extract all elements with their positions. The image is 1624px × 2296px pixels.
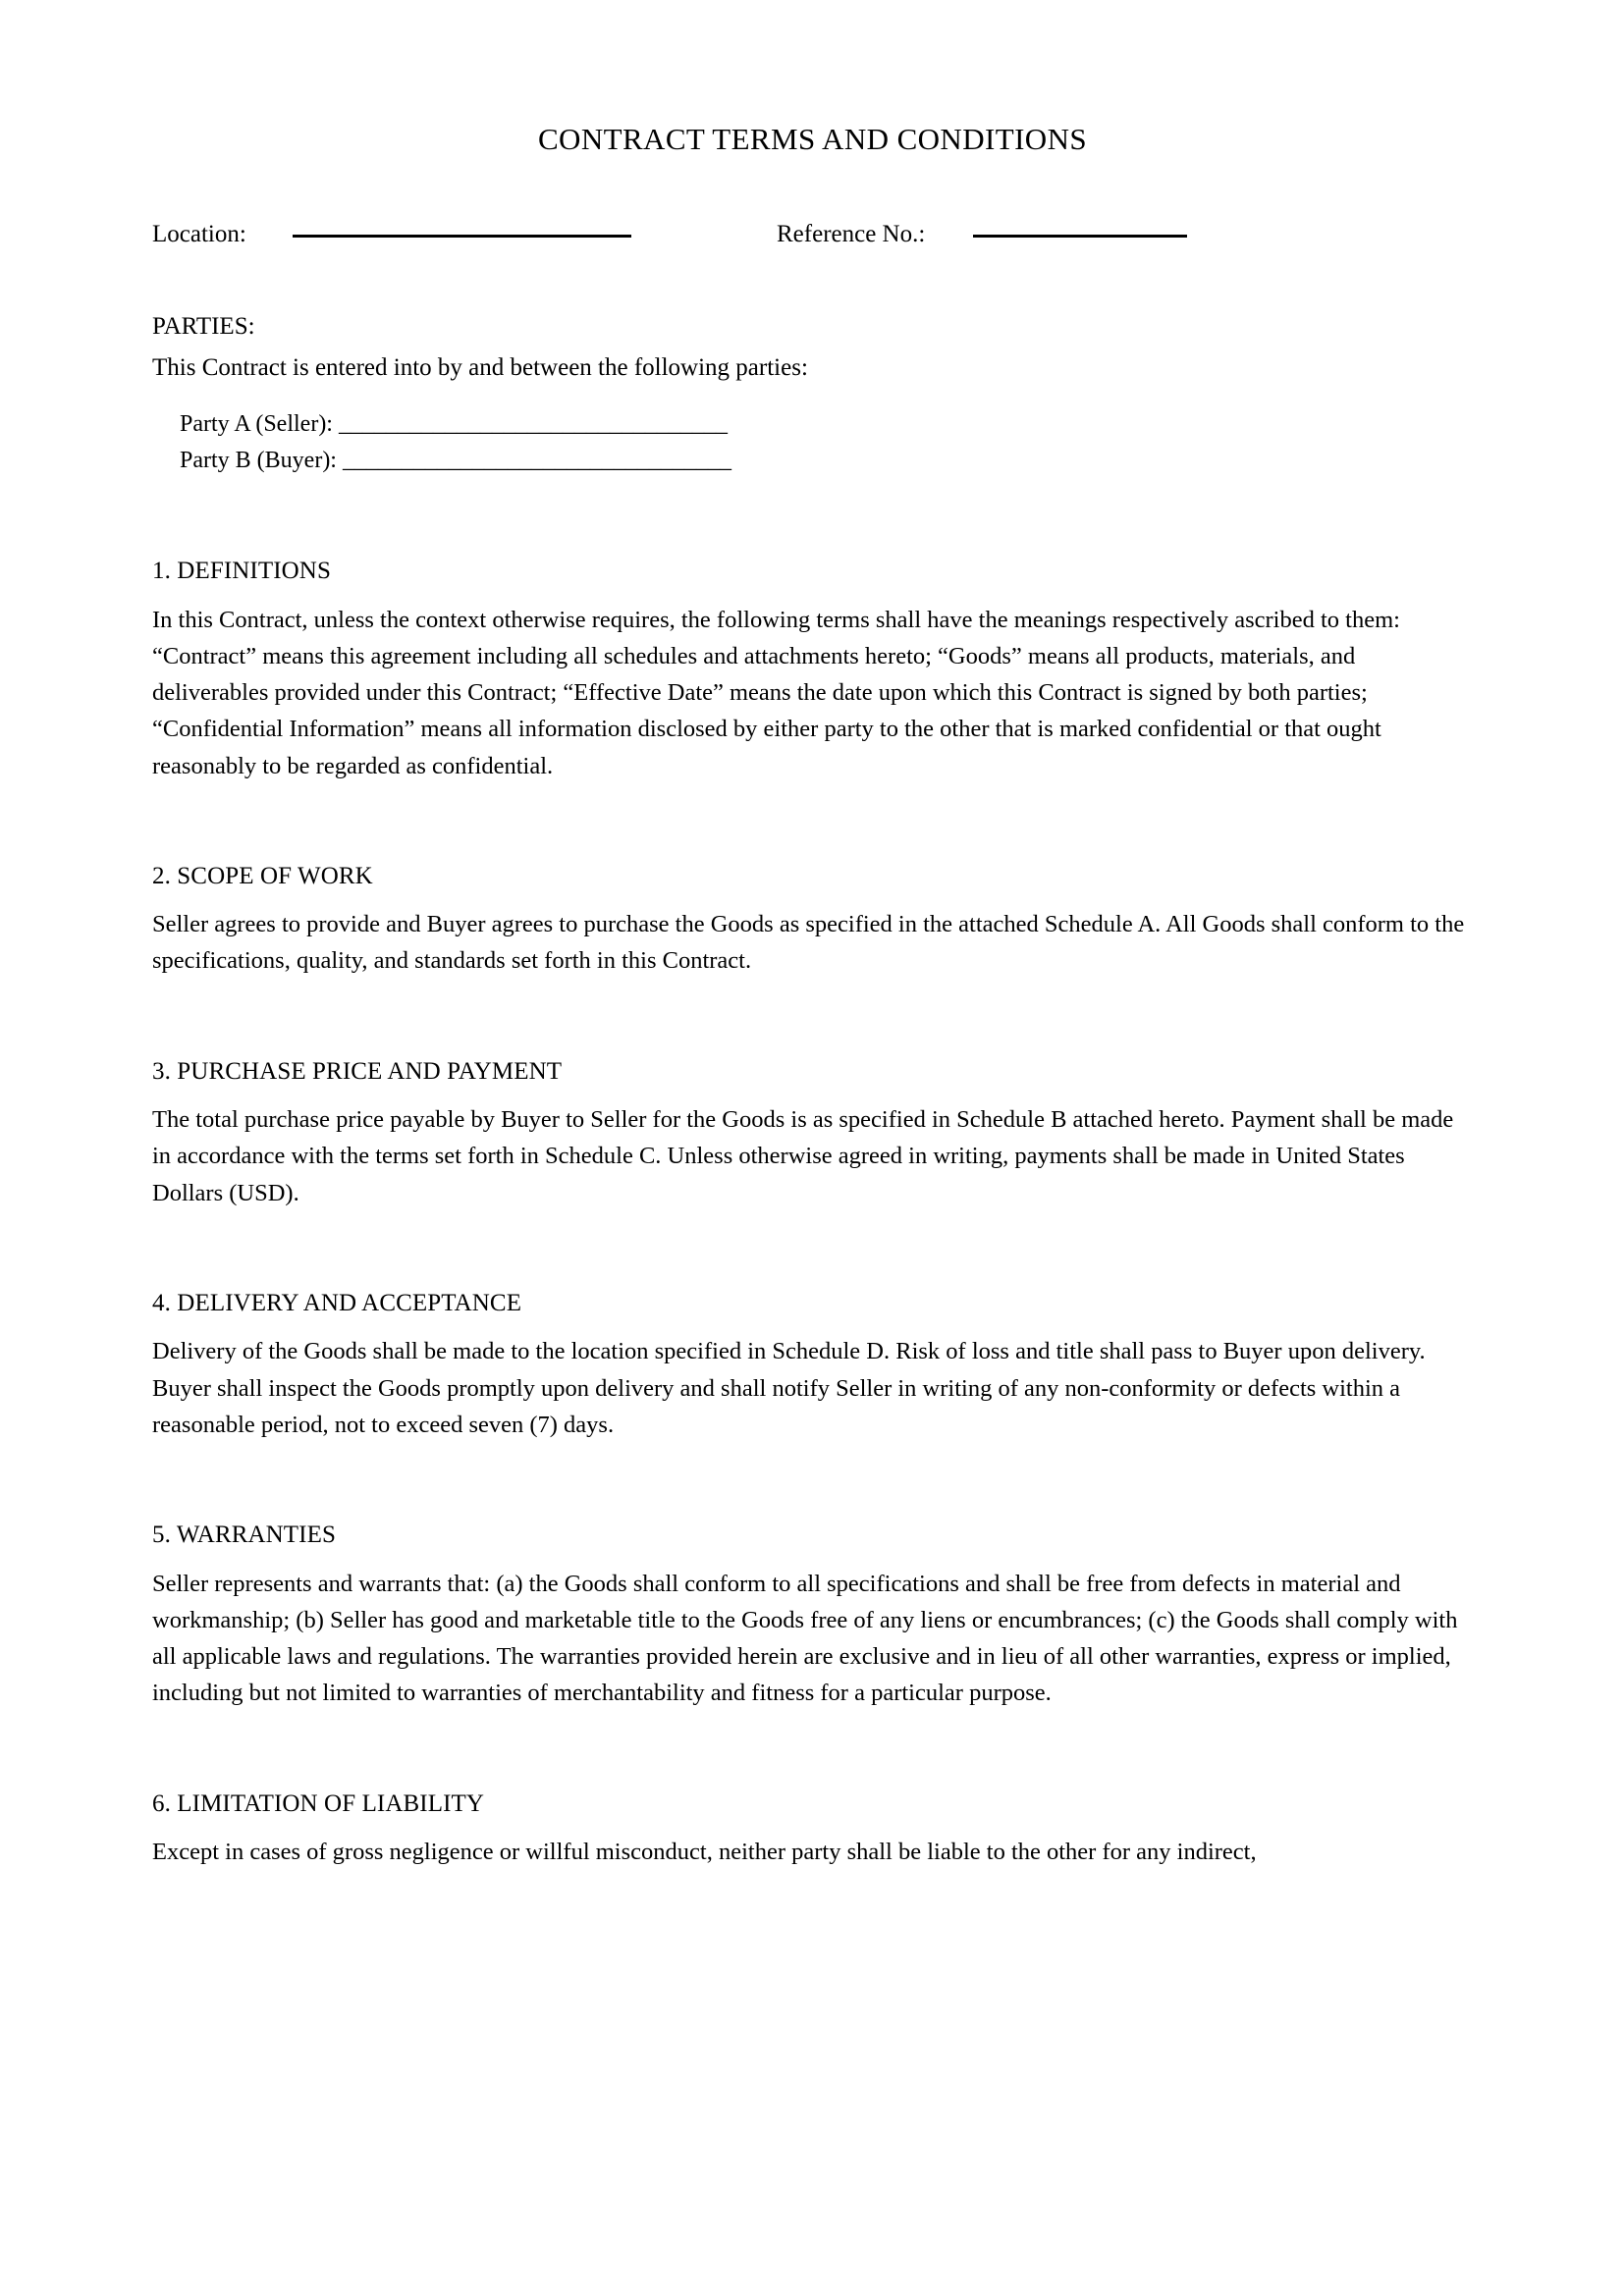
section-heading: 1. DEFINITIONS [152, 558, 331, 585]
section-body: Delivery of the Goods shall be made to the location specified in Schedule D. Risk of loss and title shall pass to Buyer upon delivery. Buyer shall inspect the Goods promptly upon delivery and shall notify Seller in writing of any non-conformity or defects within a reasonable period, not to exceed seven (7) days. [152, 1338, 1426, 1438]
section-heading: 6. LIMITATION OF LIABILITY [152, 1789, 485, 1817]
section-heading: 4. DELIVERY AND ACCEPTANCE [152, 1289, 522, 1316]
section-heading: 3. PURCHASE PRICE AND PAYMENT [152, 1057, 563, 1085]
location-label: Location: [152, 221, 246, 248]
section-scope-of-work [152, 861, 1473, 980]
section-delivery-and-acceptance [152, 1288, 1473, 1443]
section-warranties [152, 1520, 1473, 1711]
section-body: Seller agrees to provide and Buyer agrees to purchase the Goods as specified in the attached Schedule A. All Goods shall conform to the specifications, quality, and standards set forth in this Contract. [152, 911, 1465, 975]
document-content [152, 0, 1473, 1870]
parties-intro-text: This Contract is entered into by and between the following parties: [152, 353, 808, 381]
section-definitions [152, 556, 1473, 784]
list-item[interactable]: Party A (Seller): _________________________________ [180, 410, 728, 437]
parties-block [152, 310, 1473, 479]
section-body: Except in cases of gross negligence or willful misconduct, neither party shall be liable to the other for any indirect, [152, 1839, 1257, 1866]
reference-field [777, 222, 1187, 246]
section-body: Seller represents and warrants that: (a) the Goods shall conform to all specifications and shall be free from defects in material and workmanship; (b) Seller has good and marketable title to the Goods free of any liens or encumbrances; (c) the Goods shall comply with all applicable laws and regulations. The warranties provided herein are exclusive and in lieu of all other warranties, express or implied, including but not limited to warranties of merchantability and fitness for a particular purpose. [152, 1570, 1458, 1707]
section-limitation-of-liability [152, 1789, 1473, 1871]
reference-input-rule[interactable] [973, 235, 1187, 238]
page-title: CONTRACT TERMS AND CONDITIONS [537, 122, 1088, 156]
header-field-row [152, 222, 1473, 267]
section-body: The total purchase price payable by Buyer to Seller for the Goods is as specified in Schedule B attached hereto. Payment shall be made in accordance with the terms set forth in Schedule C. Unless otherwise agreed in writing, payments shall be made in United States Dollars (USD). [152, 1106, 1454, 1206]
location-field [152, 222, 631, 246]
section-heading: 2. SCOPE OF WORK [152, 862, 373, 889]
section-heading: 5. WARRANTIES [152, 1522, 336, 1549]
section-purchase-price-and-payment [152, 1056, 1473, 1211]
location-input-rule[interactable] [293, 235, 631, 238]
party-list [152, 406, 1473, 479]
reference-label: Reference No.: [777, 221, 926, 248]
list-item[interactable]: Party B (Buyer): _________________________________ [180, 447, 731, 473]
parties-heading: PARTIES: [152, 313, 255, 341]
section-body: In this Contract, unless the context otherwise requires, the following terms shall have the meanings respectively ascribed to them: “Contract” means this agreement including all schedules and attachments hereto; “Goods” means all products, materials, and deliverables provided under this Contract; “Effective Date” means the date upon which this Contract is signed by both parties; “Confidential Information” means all information disclosed by either party to the other that is marked confidential or that ought reasonably to be regarded as confidential. [152, 606, 1400, 779]
